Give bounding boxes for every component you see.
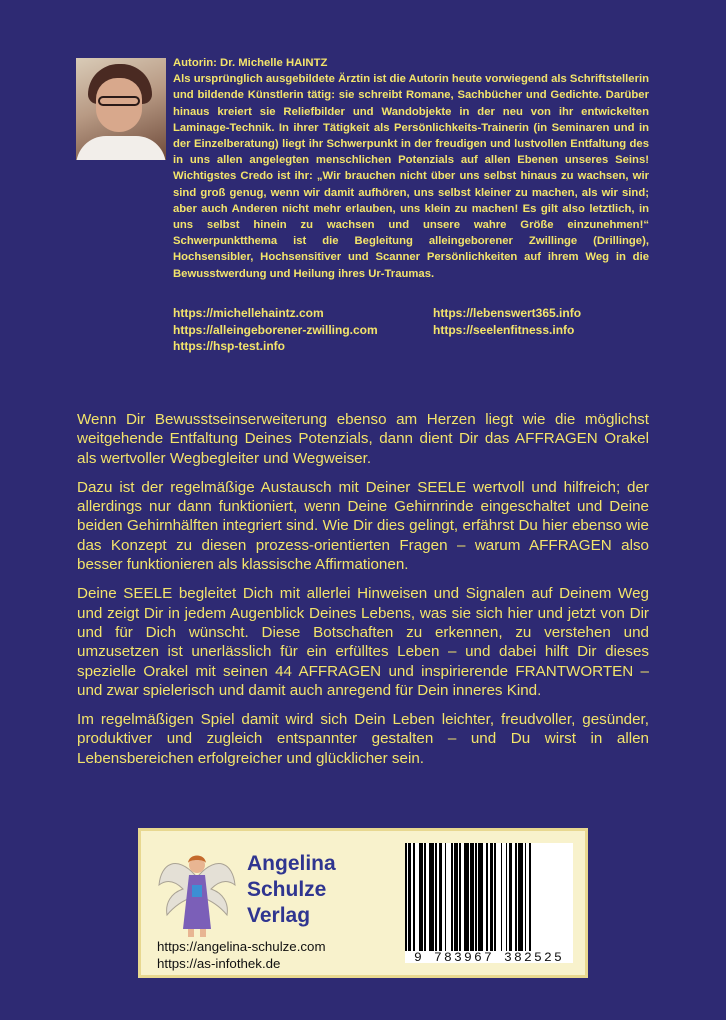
author-photo — [76, 58, 166, 160]
angel-logo-icon — [157, 845, 237, 941]
publisher-name: Angelina Schulze Verlag — [247, 852, 336, 927]
link-hsp-test[interactable]: https://hsp-test.info — [173, 339, 285, 353]
publisher-links — [157, 938, 326, 972]
barcode-bars — [405, 843, 573, 951]
author-bio — [173, 55, 649, 282]
paragraph-1: Wenn Dir Bewusstseinserweiterung ebenso am Herzen liegt wie die möglichst weitgehende Entfaltung Deines Potenzials, dann dient Dir das AFFRAGEN Orakel als wertvoller Wegbegleiter und Wegweiser. — [77, 411, 649, 467]
paragraph-4: Im regelmäßigen Spiel damit wird sich Dein Leben leichter, freudvoller, gesünder, produktiver und zugleich entspannter gestalten – und Du wirst in allen Lebensbereichen erfolgreicher und glücklicher sein. — [77, 711, 649, 767]
author-heading: Autorin: Dr. Michelle HAINTZ — [173, 57, 328, 69]
link-seelenfitness[interactable]: https://seelenfitness.info — [433, 322, 575, 337]
paragraph-2: Dazu ist der regelmäßige Austausch mit Deiner SEELE wertvoll und hilfreich; der allerdings nur dann funktioniert, wenn Deine Gehirnrinde eingeschaltet und Deine beiden Gehirnhälften integriert sind. Wie Dir dies gelingt, erfährst Du hier ebenso wie das Konzept zu diesen prozess-orientierten Fragen – warum AFFRAGEN also besser funktionieren als klassische Affirmationen. — [77, 478, 649, 574]
description-text — [77, 410, 649, 778]
link-alleingeborener-zwilling[interactable]: https://alleingeborener-zwilling.com — [173, 322, 378, 337]
publisher-link-2[interactable]: https://as-infothek.de — [157, 956, 281, 971]
publisher-box — [138, 828, 588, 978]
paragraph-3: Deine SEELE begleitet Dich mit allerlei Hinweisen und Signalen auf Deinem Weg und zeigt Dir in jedem Augenblick Deines Lebens, was sie sich hier und jetzt von Dir und für Dich wünscht. Diese Botschaften zu erkennen, zu verstehen und umzusetzen ist unerlässlich für ein erfülltes Leben – und dabei hilft Dir dieses spezielle Orakel mit seinen 44 AFFRAGEN und inspirierende FRANTWORTEN – und zwar spielerisch und damit auch anregend für Dein inneres Kind. — [77, 585, 649, 699]
isbn-number: 9 783967 382525 — [413, 950, 565, 965]
link-lebenswert365[interactable]: https://lebenswert365.info — [433, 306, 582, 320]
publisher-link-1[interactable]: https://angelina-schulze.com — [157, 939, 326, 954]
author-links — [173, 305, 643, 355]
author-bio-text: Als ursprünglich ausgebildete Ärztin ist die Autorin heute vorwiegend als Schriftstellerin und bildende Künstlerin tätig: sie schreibt Romane, Sachbücher und Gedichte. Darüber hinaus kreiert sie Reliefbilder und Wandobjekte in der neu von ihr entwickelten Laminage-Technik. In ihrer Tätigkeit als Persönlichkeits-Trainerin (in Seminaren und in der Einzelberatung) liegt ihr Schwerpunkt in der freudigen und lustvollen Entfaltung des in uns allen angelegten menschlichen Potenzials auf allen Ebenen unseres Seins! Wichtigstes Credo ist ihr: „Wir brauchen nicht über uns selbst hinaus zu wachsen, wir sind groß genug, wenn wir damit aufhören, uns selbst kleiner zu machen, als wir sind; aber auch Anderen nicht mehr erlauben, uns klein zu machen! Es gilt also letztlich, in uns selbst hinein zu wachsen und unsere wahre Größe einzunehmen!“ Schwerpunktthema ist die Begleitung alleingeborener Zwillinge (Drillinge), Hochsensibler, Hochsensitiver und Scanner Persönlichkeiten auf ihrem Weg in die Bewusstwerdung und Heilung ihres Ur-Traumas. — [173, 73, 650, 280]
link-michellehaintz[interactable]: https://michellehaintz.com — [173, 306, 324, 320]
isbn-barcode — [405, 843, 573, 963]
